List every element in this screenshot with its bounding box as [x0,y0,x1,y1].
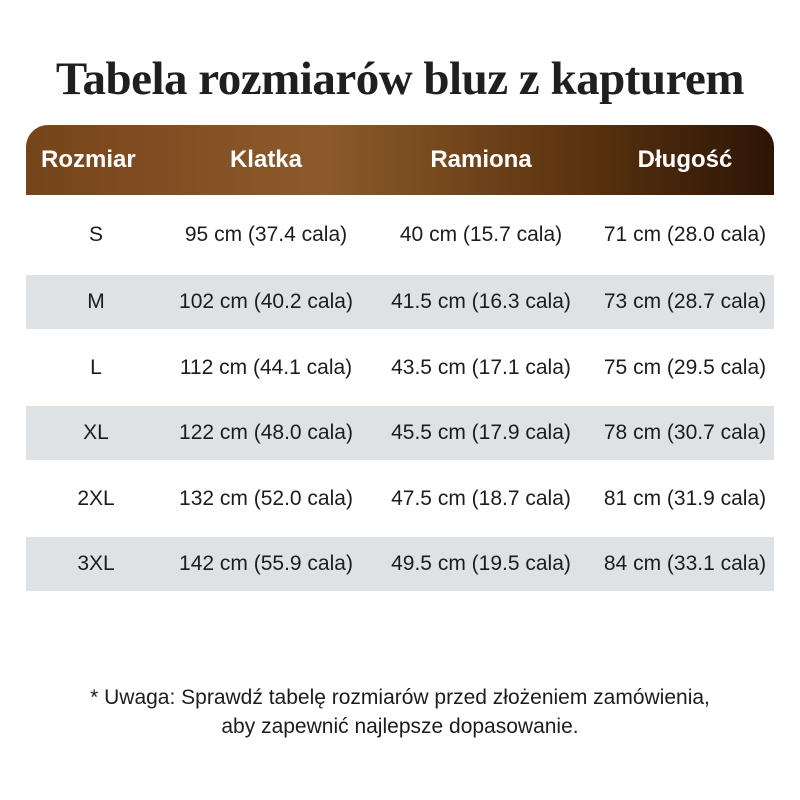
cell-shoulders: 41.5 cm (16.3 cala) [391,290,571,313]
cell-length: 84 cm (33.1 cala) [603,552,767,575]
note-line-1: * Uwaga: Sprawdź tabelę rozmiarów przed złożeniem zamówienia, [90,686,710,709]
cell-size: L [90,355,102,379]
header-length: Długość [637,146,733,173]
cell-chest: 142 cm (55.9 cala) [179,552,353,575]
cell-shoulders: 43.5 cm (17.1 cala) [391,355,571,379]
cell-size: XL [83,421,109,444]
cell-chest: 122 cm (48.0 cala) [179,421,353,444]
table-row [26,406,774,460]
cell-length: 73 cm (28.7 cala) [603,290,767,313]
cell-size: 2XL [77,486,115,510]
cell-size: 3XL [77,552,115,575]
cell-chest: 102 cm (40.2 cala) [179,290,353,313]
table-row [26,329,774,406]
page-title: Tabela rozmiarów bluz z kapturem [55,53,745,105]
cell-length: 81 cm (31.9 cala) [603,486,767,510]
note-line-2: aby zapewnić najlepsze dopasowanie. [221,715,579,738]
cell-chest: 112 cm (44.1 cala) [179,355,353,379]
cell-shoulders: 45.5 cm (17.9 cala) [391,421,571,444]
size-table [26,125,774,591]
header-chest: Klatka [229,146,303,173]
size-note [0,683,800,741]
cell-shoulders: 47.5 cm (18.7 cala) [391,486,571,510]
header-shoulders: Ramiona [430,146,532,173]
table-row [26,195,774,275]
cell-chest: 132 cm (52.0 cala) [179,486,353,510]
table-header [26,125,774,195]
cell-length: 71 cm (28.0 cala) [603,223,767,246]
table-row [26,537,774,591]
cell-length: 75 cm (29.5 cala) [603,355,767,379]
cell-size: M [87,290,105,313]
table-row [26,460,774,537]
table-row [26,275,774,329]
header-size: Rozmiar [41,146,136,173]
cell-shoulders: 40 cm (15.7 cala) [399,223,563,246]
cell-length: 78 cm (30.7 cala) [603,421,767,444]
cell-size: S [88,223,103,246]
cell-chest: 95 cm (37.4 cala) [184,223,348,246]
cell-shoulders: 49.5 cm (19.5 cala) [391,552,571,575]
